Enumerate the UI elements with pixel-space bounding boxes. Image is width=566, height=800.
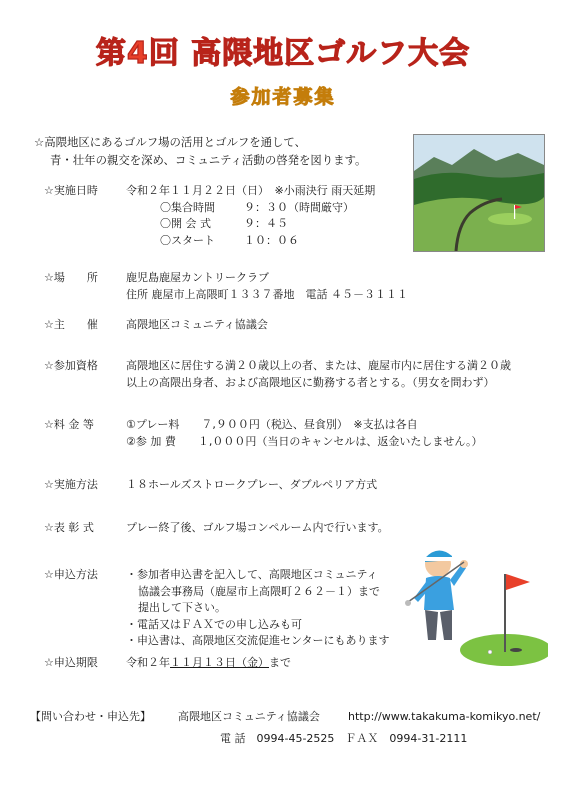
page-subtitle: 参加者募集 — [230, 86, 336, 108]
place-line-2: 住所 鹿屋市上高隈町１３３７番地 電話 ４５－３１１１ — [126, 287, 408, 301]
place-value — [126, 270, 546, 303]
apply-bullet: ・ 参加者申込書を記入して、高隈地区コミュニティ — [126, 567, 406, 584]
deadline-prefix: 令和２年 — [126, 656, 170, 669]
schedule-key: 〇開 会 式 — [160, 217, 211, 230]
apply-label: ☆申込方法 — [44, 568, 98, 581]
eligibility-label: ☆参加資格 — [44, 359, 98, 372]
fees-line-1: ①プレー料 ７,９００円（税込、昼食別） ※支払は各自 — [126, 418, 418, 431]
golfer-illustration-image — [398, 540, 548, 670]
fees-label: ☆料 金 等 — [44, 418, 94, 431]
place-label: ☆場 所 — [44, 271, 98, 284]
date-value — [126, 183, 546, 249]
apply-bullet-cont: 協議会事務局（鹿屋市上高隈町２６２－１）まで — [138, 584, 380, 598]
schedule-value: １０：０６ — [244, 233, 299, 247]
eligibility-line-1: 高隈地区に居住する満２０歳以上の者、または、鹿屋市内に居住する満２０歳 — [126, 359, 511, 372]
award-label: ☆表 彰 式 — [44, 521, 94, 534]
date-label: ☆実施日時 — [44, 184, 98, 197]
apply-value — [126, 567, 406, 650]
intro-line-2: 青・壮年の親交を深め、コミュニティ活動の啓発を図ります。 — [50, 153, 367, 167]
intro-line-1: ☆高隈地区にあるゴルフ場の活用とゴルフを通して、 — [34, 135, 306, 149]
schedule-key: 〇スタート — [160, 233, 215, 247]
eligibility-value — [126, 358, 546, 391]
deadline-label: ☆申込期限 — [44, 656, 98, 669]
place-line-1: 鹿児島鹿屋カントリークラブ — [126, 271, 269, 284]
fees-value — [126, 417, 546, 450]
eligibility-line-2: 以上の高隈出身者、および高隈地区に勤務する者とする。（男女を問わず） — [126, 375, 495, 389]
method-value: １８ホールズストロークプレー、ダブルペリア方式 — [126, 478, 378, 491]
contact-org: 高隈地区コミュニティ協議会 — [178, 710, 320, 723]
deadline-value — [126, 655, 546, 672]
date-main: 令和２年１１月２２日（日） ※小雨決行 雨天延期 — [126, 184, 376, 197]
contact-phone: 電 話 0994-45-2525 ＦＡＸ 0994-31-2111 — [220, 732, 468, 745]
fees-line-2: ②参 加 費 １,０００円（当日のキャンセルは、返金いたしません。） — [126, 434, 483, 448]
apply-bullet: ・ 電話又はＦＡＸでの申し込みも可 — [126, 617, 406, 634]
host-label: ☆主 催 — [44, 318, 98, 331]
method-label: ☆実施方法 — [44, 478, 98, 491]
schedule-item — [126, 216, 546, 233]
deadline-date: １１月１３日（金） — [170, 656, 269, 669]
page-title: 第4回 高隈地区ゴルフ大会 — [95, 36, 471, 71]
contact-label: 【問い合わせ・申込先】 — [30, 710, 151, 723]
contact-url[interactable]: http://www.takakuma-komikyo.net/ — [348, 710, 541, 723]
schedule-value: ９：３０（時間厳守） — [244, 200, 354, 214]
schedule-value: ９：４５ — [244, 217, 288, 230]
intro-text — [34, 133, 404, 169]
golfer-illustration — [398, 540, 548, 670]
schedule-item — [126, 200, 546, 217]
apply-bullet: ・ 申込書は、高隈地区交流促進センターにもあります — [126, 633, 406, 650]
contact-line — [30, 708, 550, 724]
deadline-suffix: まで — [269, 656, 291, 669]
apply-bullet-cont: 提出して下さい。 — [138, 601, 226, 614]
host-value: 高隈地区コミュニティ協議会 — [126, 318, 268, 331]
schedule-key: 〇集合時間 — [160, 200, 215, 214]
award-value: プレー終了後、ゴルフ場コンペルーム内で行います。 — [126, 521, 389, 534]
schedule-item — [126, 233, 546, 250]
